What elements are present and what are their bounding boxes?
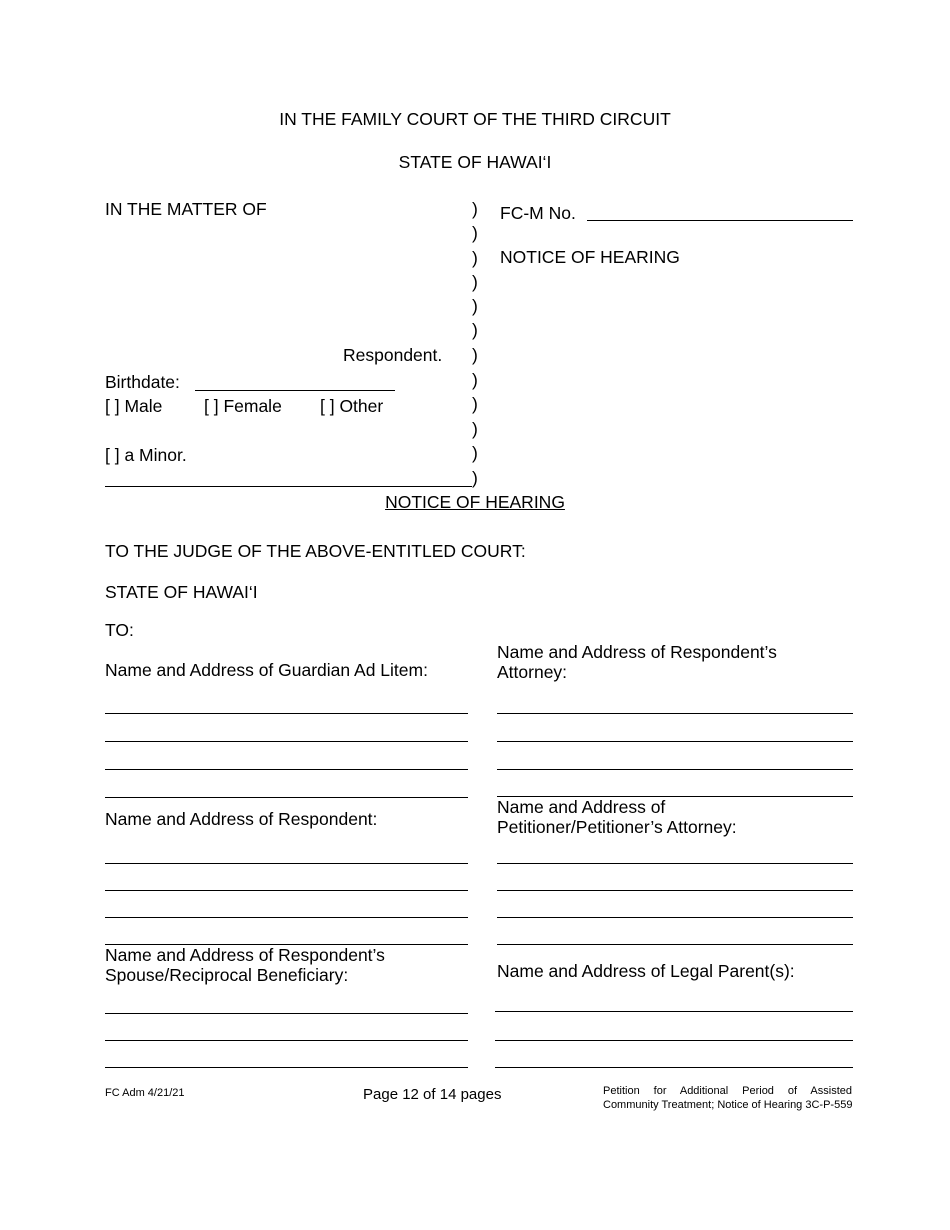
spouse-line[interactable] <box>105 1067 468 1068</box>
respondent-label: Respondent. <box>343 345 443 365</box>
respondent-address-line[interactable] <box>105 863 468 864</box>
guardian-line[interactable] <box>105 741 468 742</box>
minor-checkbox[interactable]: [ ] a Minor. <box>105 445 187 465</box>
petitioner-line[interactable] <box>497 917 853 918</box>
respondent-address-line[interactable] <box>105 917 468 918</box>
form-id: FC Adm 4/21/21 <box>105 1087 185 1099</box>
case-number-label: FC-M No. <box>500 203 576 223</box>
petitioner-label: Name and Address of Petitioner/Petitioner’s Attorney: <box>497 797 737 837</box>
matter-of-label: IN THE MATTER OF <box>105 199 267 219</box>
other-checkbox[interactable]: [ ] Other <box>320 396 384 416</box>
birthdate-label: Birthdate: <box>105 372 180 392</box>
petitioner-line[interactable] <box>497 890 853 891</box>
legal-parents-line[interactable] <box>495 1040 853 1041</box>
caption-paren: ) <box>472 199 478 219</box>
petitioner-line[interactable] <box>497 863 853 864</box>
caption-paren: ) <box>472 223 478 243</box>
guardian-line[interactable] <box>105 769 468 770</box>
caption-paren: ) <box>472 272 478 292</box>
male-checkbox[interactable]: [ ] Male <box>105 396 163 416</box>
respondent-attorney-label: Name and Address of Respondent’s Attorney: <box>497 642 777 682</box>
case-number-field[interactable] <box>587 220 853 221</box>
caption-paren: ) <box>472 320 478 340</box>
caption-paren: ) <box>472 468 478 488</box>
caption-paren: ) <box>472 248 478 268</box>
guardian-line[interactable] <box>105 797 468 798</box>
respondent-address-line[interactable] <box>105 890 468 891</box>
respondent-attorney-line[interactable] <box>497 769 853 770</box>
guardian-line[interactable] <box>105 713 468 714</box>
legal-parents-label: Name and Address of Legal Parent(s): <box>497 961 795 981</box>
spouse-line[interactable] <box>105 1040 468 1041</box>
respondent-address-label: Name and Address of Respondent: <box>105 809 378 829</box>
state-line: STATE OF HAWAI‘I <box>105 582 258 602</box>
caption-paren: ) <box>472 296 478 316</box>
caption-paren: ) <box>472 345 478 365</box>
legal-parents-line[interactable] <box>495 1067 853 1068</box>
section-title: NOTICE OF HEARING <box>385 492 565 512</box>
doc-description-line1: Petition for Additional Period of Assisted <box>603 1085 852 1097</box>
legal-parents-line[interactable] <box>495 1011 853 1012</box>
caption-paren: ) <box>472 394 478 414</box>
caption-paren: ) <box>472 443 478 463</box>
birthdate-field[interactable] <box>195 390 395 391</box>
to-judge-line: TO THE JUDGE OF THE ABOVE-ENTITLED COURT: <box>105 541 526 561</box>
court-heading: IN THE FAMILY COURT OF THE THIRD CIRCUIT <box>279 109 671 129</box>
respondent-attorney-line[interactable] <box>497 713 853 714</box>
page-number: Page 12 of 14 pages <box>363 1086 502 1103</box>
female-checkbox[interactable]: [ ] Female <box>204 396 282 416</box>
spouse-label: Name and Address of Respondent’s Spouse/Reciprocal Beneficiary: <box>105 945 385 985</box>
caption-paren: ) <box>472 370 478 390</box>
caption-paren: ) <box>472 419 478 439</box>
to-label: TO: <box>105 620 134 640</box>
state-heading: STATE OF HAWAI‘I <box>398 152 552 172</box>
petitioner-line[interactable] <box>497 944 853 945</box>
caption-bottom-rule <box>105 486 472 487</box>
caption-doc-title: NOTICE OF HEARING <box>500 247 680 267</box>
respondent-attorney-line[interactable] <box>497 741 853 742</box>
spouse-line[interactable] <box>105 1013 468 1014</box>
doc-description-line2: Community Treatment; Notice of Hearing 3C-P-559 <box>603 1099 853 1111</box>
guardian-label: Name and Address of Guardian Ad Litem: <box>105 660 428 680</box>
